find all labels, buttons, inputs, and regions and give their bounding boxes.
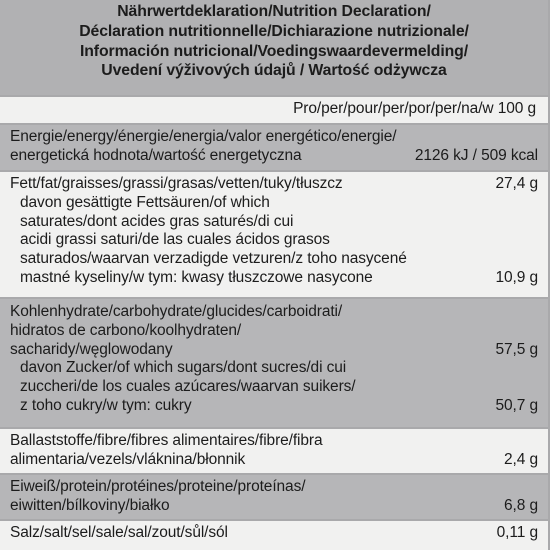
saturates-label-line: davon gesättigte Fettsäuren/of which (20, 193, 270, 211)
carbohydrate-value: 57,5 g (495, 340, 538, 358)
energy-label-line: energetická hodnota/wartość energetyczna (10, 146, 302, 164)
saturates-label-line: acidi grassi saturi/de las cuales ácidos grasos (20, 231, 330, 249)
saturates-label-line: mastné kyseliny/w tym: kwasy tłuszczowe nasycone (20, 268, 373, 286)
per-100g-label: Pro/per/pour/per/por/per/na/w 100 g (293, 100, 536, 117)
header-line: Nährwertdeklaration/Nutrition Declaration/ (117, 3, 431, 20)
carbohydrate-label-line: sacharidy/węglowodany (10, 340, 173, 358)
header-line: Uvedení výživových údajů / Wartość odżywcza (101, 62, 447, 80)
fat-label: Fett/fat/graisses/grassi/grasas/vetten/tuky/tłuszcz (10, 175, 343, 192)
carbohydrate-row (0, 299, 548, 427)
salt-row (0, 521, 548, 550)
fibre-label-line: alimentaria/vezels/vláknina/błonnik (10, 450, 246, 468)
header-line: Información nutricional/Voedingswaardevermelding/ (79, 42, 469, 60)
sugars-value: 50,7 g (495, 396, 538, 414)
energy-row (0, 125, 548, 170)
table-header (0, 0, 548, 95)
protein-label-line: Eiweiß/protein/protéines/proteine/proteínas/ (10, 478, 306, 495)
protein-label-line: eiwitten/bílkoviny/białko (10, 496, 170, 514)
fibre-row (0, 429, 548, 473)
sugars-label-line: davon Zucker/of which sugars/dont sucres/di cui (20, 359, 347, 377)
fibre-label-line: Ballaststoffe/fibre/fibres alimentaires/fibre/fibra (10, 432, 323, 449)
sugars-label-line: z toho cukry/w tym: cukry (20, 396, 192, 414)
saturates-value: 10,9 g (495, 268, 538, 286)
carbohydrate-label-line: hidratos de carbono/koolhydraten/ (10, 321, 242, 339)
protein-row (0, 475, 548, 519)
salt-label: Salz/salt/sel/sale/sal/zout/sůl/sól (10, 524, 228, 541)
energy-label-line: Energie/energy/énergie/energia/valor energético/energie/ (10, 128, 397, 145)
saturates-label-line: saturates/dont acides gras saturés/di cui (20, 212, 294, 230)
fat-row (0, 172, 548, 297)
sugars-label-line: zuccheri/de los cuales azúcares/waarvan suikers/ (20, 378, 356, 396)
fibre-value: 2,4 g (504, 450, 538, 468)
saturates-label-line: saturados/waarvan verzadigde vetzuren/z toho nasycené (20, 250, 407, 268)
header-line: Déclaration nutritionnelle/Dichiarazione nutrizionale/ (79, 22, 469, 40)
energy-value: 2126 kJ / 509 kcal (414, 146, 538, 164)
per-100g-row (0, 97, 548, 123)
salt-value: 0,11 g (496, 524, 538, 541)
protein-value: 6,8 g (504, 496, 538, 514)
fat-value: 27,4 g (495, 175, 538, 192)
carbohydrate-label-line: Kohlenhydrate/carbohydrate/glucides/carboidrati/ (10, 303, 343, 320)
